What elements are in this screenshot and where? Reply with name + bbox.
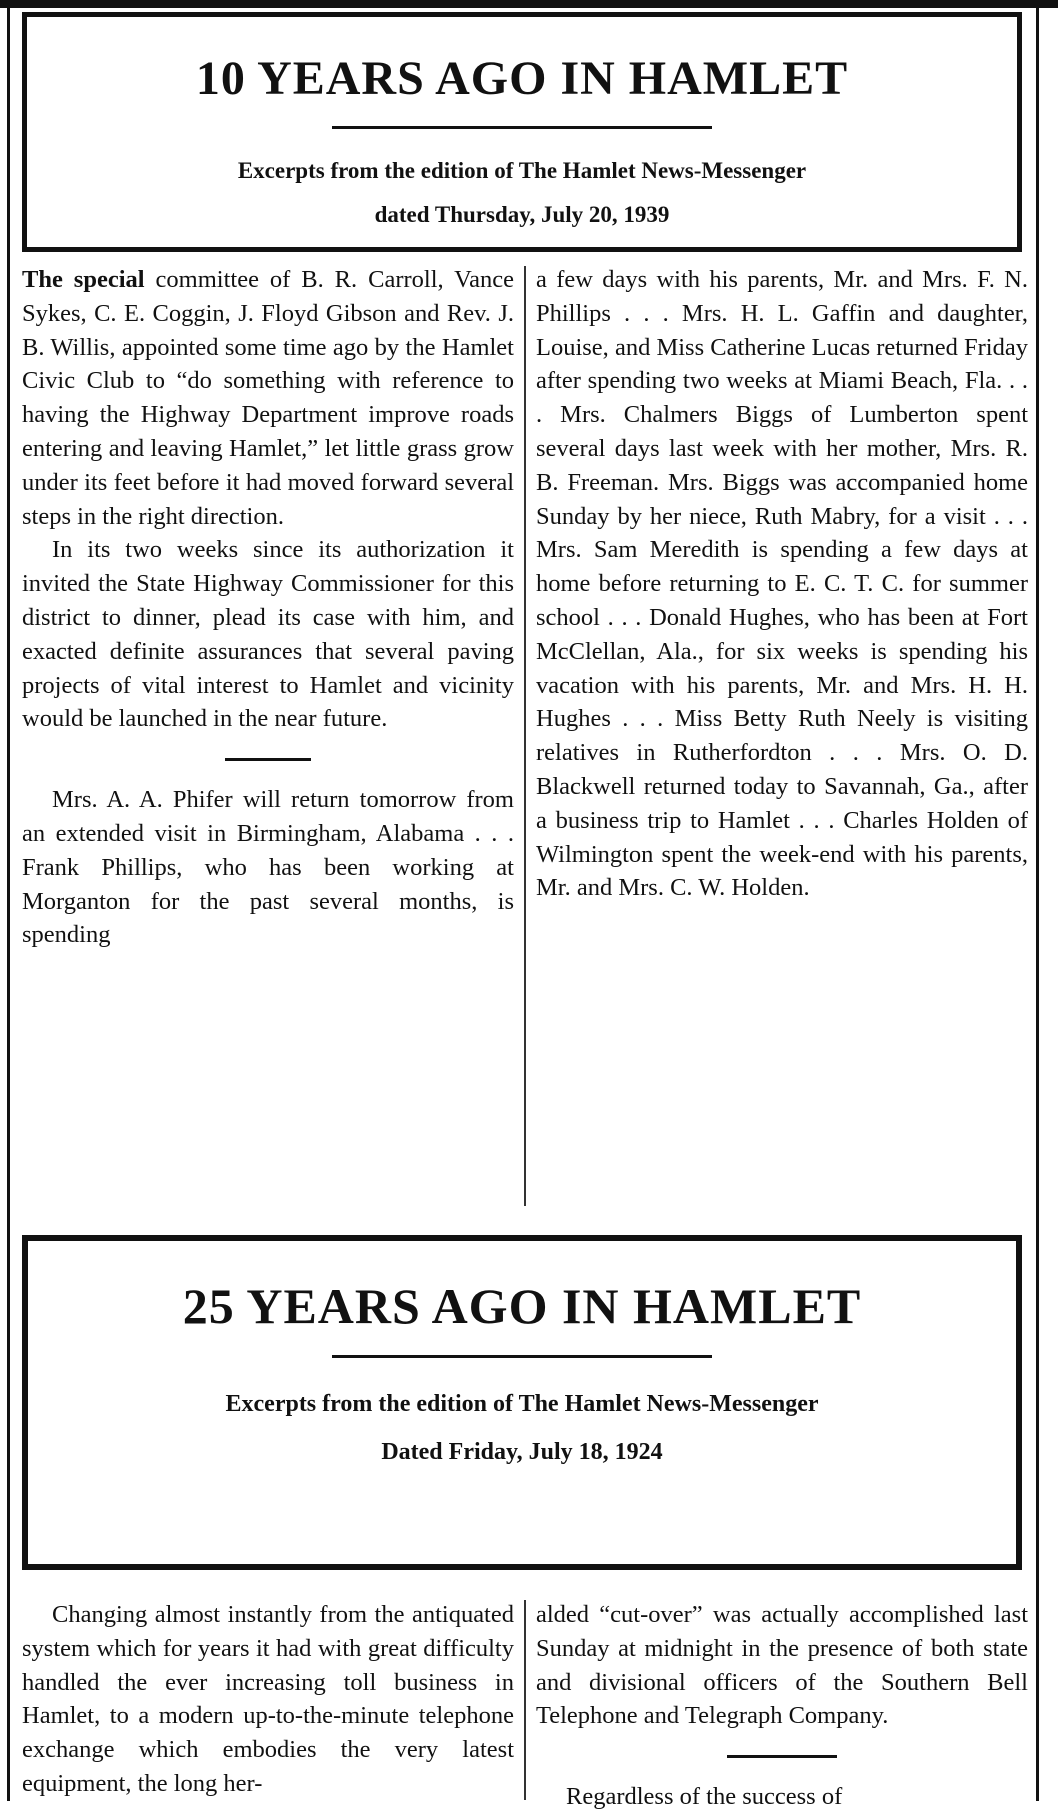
article-paragraph: a few days with his parents, Mr. and Mrs. F. N. Phillips . . . Mrs. H. L. Gaffin and daughter, Louise, and Miss Catherine Lucas returned Friday after spending two weeks at Miami Beach, Fla. . . . Mrs. Chalmers Biggs of Lumberton spent several days last week with her mother, Mrs. R. B. Freeman. Mrs. Biggs was accompanied home Sunday by her niece, Ruth Mabry, for a visit . . . Mrs. Sam Meredith is spending a few days at home before returning to E. C. T. C. for summer school . . . Donald Hughes, who has been at Fort McClellan, Ala., for six weeks is spending his vacation with his parents, Mr. and Mrs. H. H. Hughes . . . Miss Betty Ruth Neely is visiting relatives in Rutherfordton . . . Mrs. O. D. Blackwell returned today to Savannah, Ga., after a business trip to Hamlet . . . Charles Holden of Wilmington spent the week-end with his parents, Mr. and Mrs. C. W. Holden. <box>536 266 1028 902</box>
section-10-years-header <box>22 12 1022 252</box>
article-lead-in: The special <box>22 266 145 293</box>
item-separator-rule <box>225 758 311 761</box>
page-top-rule <box>0 0 1058 8</box>
subtitle-line-1: Excerpts from the edition of The Hamlet News-Messenger <box>225 1391 819 1417</box>
title-underline <box>332 126 712 129</box>
right-column-rule <box>1036 0 1039 1801</box>
section-10-years-title: 10 YEARS AGO IN HAMLET <box>195 52 849 105</box>
left-column-rule <box>7 0 10 1801</box>
section-10-years-subtitle <box>27 149 1017 237</box>
article-paragraph <box>22 263 514 533</box>
section-25-years-column-2 <box>536 1598 1028 1814</box>
section-25-years-header <box>22 1235 1022 1570</box>
column-divider <box>524 1600 526 1800</box>
article-paragraph: Mrs. A. A. Phifer will return tomorrow from an extended visit in Birmingham, Alabama . . . Frank Phillips, who has been working at Morganton for the past several months, is spending <box>22 786 514 949</box>
subtitle-line-2: Dated Friday, July 18, 1924 <box>381 1439 663 1465</box>
subtitle-line-1: Excerpts from the edition of The Hamlet News-Messenger <box>237 158 807 183</box>
column-divider <box>524 266 526 1206</box>
section-10-years-column-2 <box>536 263 1028 905</box>
item-separator-rule <box>727 1755 837 1758</box>
article-text: committee of B. R. Carroll, Vance Sykes, C. E. Coggin, J. Floyd Gibson and Rev. J. B. Willis, appointed some time ago by the Hamlet Civic Club to “do something with reference to having the Highway Department improve roads entering and leaving Hamlet,” let little grass grow under its feet before it had moved forward several steps in the right direction. <box>22 266 514 530</box>
subtitle-line-2: dated Thursday, July 20, 1939 <box>374 202 670 227</box>
section-10-years-column-1 <box>22 263 514 952</box>
section-25-years-title: 25 YEARS AGO IN HAMLET <box>182 1278 862 1334</box>
article-paragraph: alded “cut-over” was actually accomplished last Sunday at midnight in the presence of both state and divisional officers of the Southern Bell Telephone and Telegraph Company. <box>536 1601 1028 1730</box>
section-25-years-column-1 <box>22 1598 514 1801</box>
title-underline <box>332 1355 712 1358</box>
article-paragraph: Changing almost instantly from the antiquated system which for years it had with great difficulty handled the ever increasing toll business in Hamlet, to a modern up-to-the-minute telephone exchange which embodies the very latest equipment, the long her- <box>22 1601 514 1797</box>
article-paragraph: In its two weeks since its authorization it invited the State Highway Commissioner for this district to dinner, plead its case with him, and exacted definite assurances that several paving projects of vital interest to Hamlet and vicinity would be launched in the near future. <box>22 536 514 733</box>
article-paragraph: Regardless of the success of <box>566 1783 843 1811</box>
section-25-years-subtitle <box>28 1380 1016 1476</box>
